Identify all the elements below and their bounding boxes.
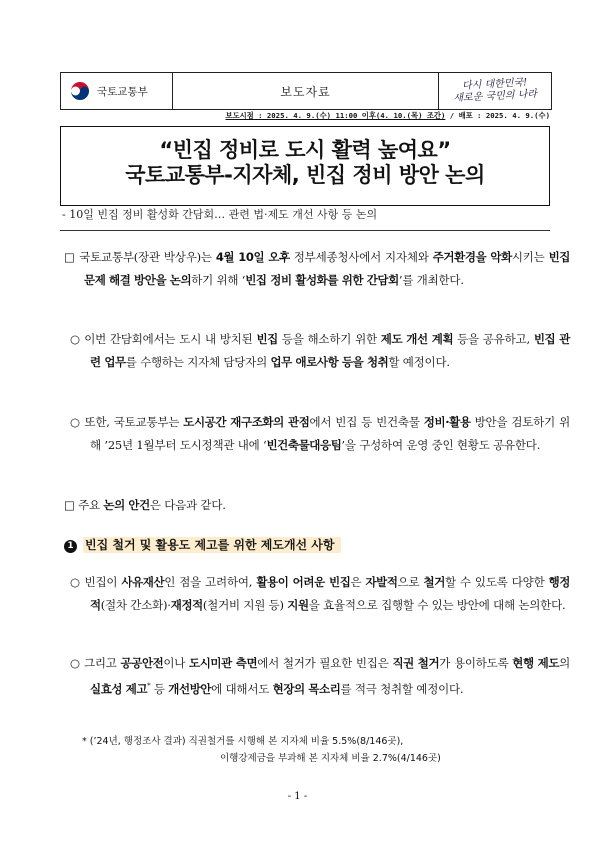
bold-text: 빈건축물대응팀 xyxy=(266,438,342,452)
bold-text: 직권 철거 xyxy=(392,656,440,670)
text: 에서 빈집 등 빈건축물 xyxy=(309,415,424,429)
section-heading-1 xyxy=(64,535,341,556)
page-number: - 1 - xyxy=(287,791,308,802)
circle-bullet: ○ xyxy=(70,415,81,429)
bold-text: 제도 개선 계획 xyxy=(380,332,454,346)
text: 등을 공유하고, xyxy=(453,332,534,346)
government-slogan xyxy=(438,70,552,112)
document-type: 보도자료 xyxy=(173,73,439,109)
paragraph-forced-demolition xyxy=(70,652,570,701)
press-header xyxy=(60,72,552,110)
text: 시키는 xyxy=(511,250,549,264)
bold-text: 재정적 xyxy=(170,598,203,612)
bold-text: 빈집 문제 해결 방안을 논의 xyxy=(84,250,570,287)
bold-text: 공공안전 xyxy=(120,656,164,670)
text: 가 용이하도록 xyxy=(439,656,513,670)
bold-text: 개선방안 xyxy=(168,681,212,696)
text: 인 점을 고려하여, xyxy=(164,575,257,589)
text: 에 대해서도 xyxy=(211,681,273,696)
release-separator: / xyxy=(445,111,459,120)
bold-text: 지원 xyxy=(287,598,309,612)
text: ’을 구성하여 운영 중인 현황도 공유한다. xyxy=(341,438,541,452)
subheadline-divider xyxy=(60,230,550,231)
footnote-line-1: * (’24년, 행정조사 결과) 직권철거를 시행해 본 지자체 비율 5.5%(8/146곳), xyxy=(82,736,404,747)
bold-text: 빈집 관련 업무 xyxy=(90,332,570,369)
circle-bullet: ○ xyxy=(70,332,81,346)
text: 하기 위해 ‘ xyxy=(191,273,246,287)
headline-box xyxy=(60,126,550,206)
text: ’를 개최한다. xyxy=(398,273,464,287)
paragraph-meeting-agenda xyxy=(70,328,570,374)
bold-text: 빈집 xyxy=(256,332,278,346)
text: 이번 간담회에서는 도시 내 방치된 xyxy=(80,332,257,346)
paragraph-key-agenda xyxy=(64,494,570,517)
text: 을 효율적으로 집행할 수 있는 방안에 대해 논의한다. xyxy=(308,598,566,612)
footnote-line-2: 이행강제금을 부과해 본 지자체 비율 2.7%(4/146곳) xyxy=(220,753,441,764)
paragraph-response-team xyxy=(70,411,570,457)
text: 방안을 검토하기 위해 ’25년 1월부터 도시정책관 내에 ‘ xyxy=(90,415,570,452)
bold-text: 행정적 xyxy=(90,575,570,612)
paragraph-overview xyxy=(64,246,570,292)
text: 빈집이 xyxy=(80,575,122,589)
subheadline: - 10일 빈집 정비 활성화 간담회… 관련 법·제도 개선 사항 등 논의 xyxy=(62,208,378,221)
release-info xyxy=(60,111,550,121)
slogan-line-1: 다시 대한민국! xyxy=(461,77,528,92)
text: 으로 xyxy=(397,575,424,589)
text: 은 다음과 같다. xyxy=(149,498,226,512)
circle-bullet: ○ xyxy=(70,656,81,670)
text: 그리고 xyxy=(80,656,121,670)
embargo-time: 보도시점 : 2025. 4. 9.(수) 11:00 이후(4. 10.(목) 조간) xyxy=(225,111,446,120)
text: 의 xyxy=(559,656,571,670)
footnote-marker: * xyxy=(147,682,151,690)
text: 주요 xyxy=(74,498,104,512)
text: (철거비 지원 등) xyxy=(202,598,288,612)
bold-text: 현행 제도 xyxy=(512,656,560,670)
text: 또한, 국토교통부는 xyxy=(80,415,184,429)
bold-text: 실효성 제고 xyxy=(90,681,148,696)
bold-text: 정비·활용 xyxy=(423,415,471,429)
distribution-date: 배포 : 2025. 4. 9.(수) xyxy=(458,111,550,120)
bold-text: 빈집 정비 활성화를 위한 간담회 xyxy=(245,273,399,287)
ministry-name: 국토교통부 xyxy=(97,85,148,98)
headline-line-2: 국토교통부-지자체, 빈집 정비 방안 논의 xyxy=(125,163,485,187)
ministry-logo xyxy=(61,73,173,109)
circle-bullet: ○ xyxy=(70,575,81,589)
text: 등 xyxy=(150,681,169,696)
section-heading-text: 빈집 철거 및 활용도 제고를 위한 제도개선 사항 xyxy=(83,537,341,553)
taegeuk-emblem-icon xyxy=(69,80,91,102)
text: 에서 철거가 필요한 빈집은 xyxy=(257,656,393,670)
headline-line-1: “빈집 정비로 도시 활력 높여요” xyxy=(159,138,451,162)
footnote xyxy=(82,733,522,767)
text: 이나 xyxy=(163,656,189,670)
bold-text: 사유재산 xyxy=(121,575,165,589)
bold-text: 주거환경을 악화 xyxy=(432,250,512,264)
text: 등을 해소하기 위한 xyxy=(277,332,381,346)
bold-text: 4월 10일 오후 xyxy=(215,250,290,264)
bold-text: 도시미관 측면 xyxy=(189,656,258,670)
bold-text: 활용이 어려운 빈집 xyxy=(256,575,351,589)
text: 할 예정이다. xyxy=(388,355,450,369)
text: 를 수행하는 지자체 담당자의 xyxy=(125,355,271,369)
square-bullet: □ xyxy=(64,250,76,264)
slogan-line-2: 새로운 국민의 나라 xyxy=(453,88,538,105)
text: 를 적극 청취할 예정이다. xyxy=(340,681,464,696)
section-number-badge: 1 xyxy=(64,540,77,553)
bold-text: 철거 xyxy=(423,575,445,589)
bold-text: 도시공간 재구조화의 관점 xyxy=(183,415,310,429)
bold-text: 업무 애로사항 등을 청취 xyxy=(270,355,389,369)
bold-text: 자발적 xyxy=(365,575,398,589)
text: 은 xyxy=(350,575,366,589)
text: 국토교통부(장관 박상우)는 xyxy=(75,250,216,264)
text: 할 수 있도록 다양한 xyxy=(444,575,549,589)
paragraph-voluntary-demolition xyxy=(70,571,570,617)
text: 정부세종청사에서 지자체와 xyxy=(289,250,433,264)
bold-text: 논의 안건 xyxy=(103,498,150,512)
square-bullet: □ xyxy=(64,498,75,512)
bold-text: 현장의 목소리 xyxy=(272,681,341,696)
text: (절차 간소화)· xyxy=(100,598,171,612)
